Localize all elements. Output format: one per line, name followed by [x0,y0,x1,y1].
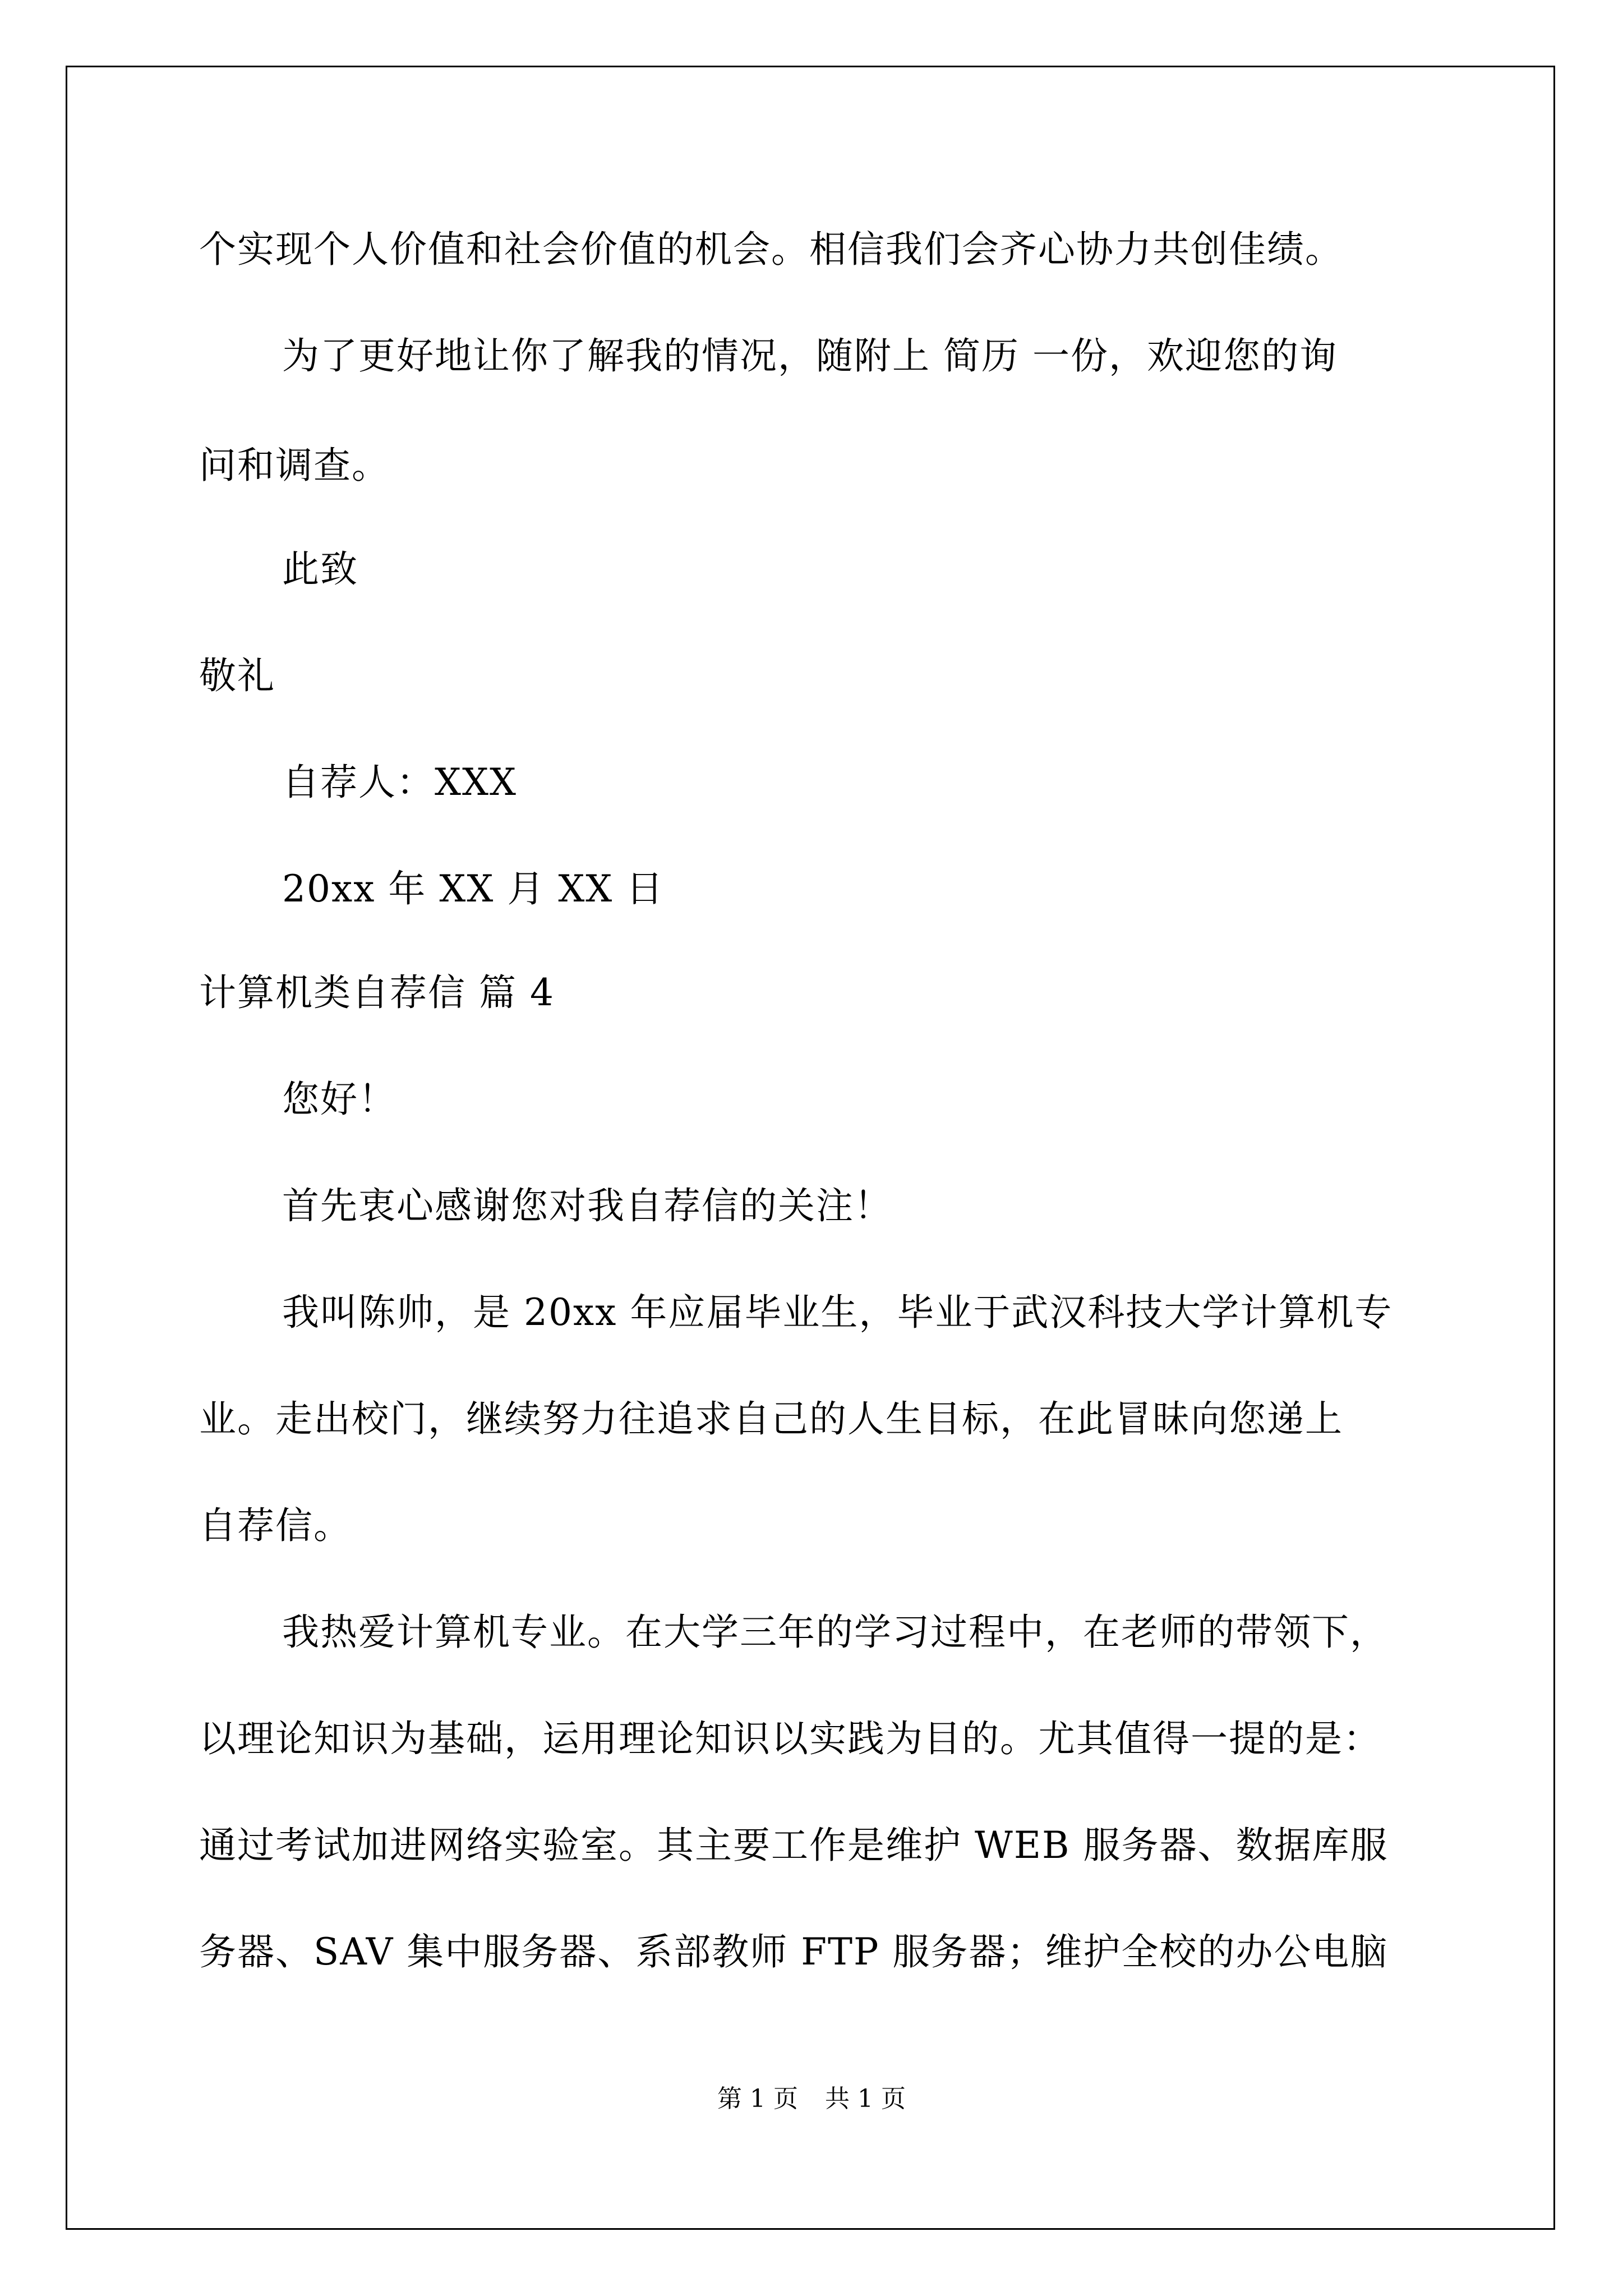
text-line: 我叫陈帅，是 20xx 年应届毕业生，毕业于武汉科技大学计算机专 [282,1291,1393,1334]
text-line: 通过考试加进网络实验室。其主要工作是维护 WEB 服务器、数据库服 [199,1824,1389,1867]
text-line: 务器、SAV 集中服务器、系部教师 FTP 服务器；维护全校的办公电脑 [199,1930,1389,1973]
closing-regards: 敬礼 [199,654,275,697]
signature-name: 自荐人：XXX [282,761,517,804]
text-line: 为了更好地让你了解我的情况，随附上 简历 一份，欢迎您的询 [282,334,1338,378]
text-line: 自荐信。 [199,1504,352,1547]
text-line: 个实现个人价值和社会价值的机会。相信我们会齐心协力共创佳绩。 [199,228,1343,271]
text-line: 我热爱计算机专业。在大学三年的学习过程中，在老师的带领下， [282,1611,1388,1654]
greeting: 您好！ [282,1078,396,1121]
page-total: 共 1 页 [825,2085,906,2113]
text-line: 以理论知识为基础，运用理论知识以实践为目的。尤其值得一提的是： [199,1717,1381,1760]
closing-salutation: 此致 [282,547,358,591]
text-line: 业。走出校门，继续努力往追求自己的人生目标，在此冒昧向您递上 [199,1397,1343,1441]
text-line: 首先衷心感谢您对我自荐信的关注！ [282,1184,892,1227]
section-heading: 计算机类自荐信 篇 4 [199,971,555,1014]
signature-date: 20xx 年 XX 月 XX 日 [282,867,665,910]
page-number: 第 1 页 [717,2085,798,2113]
text-line: 问和调查。 [199,444,390,487]
page-footer [0,2082,1623,2116]
page-border [66,66,1555,2230]
